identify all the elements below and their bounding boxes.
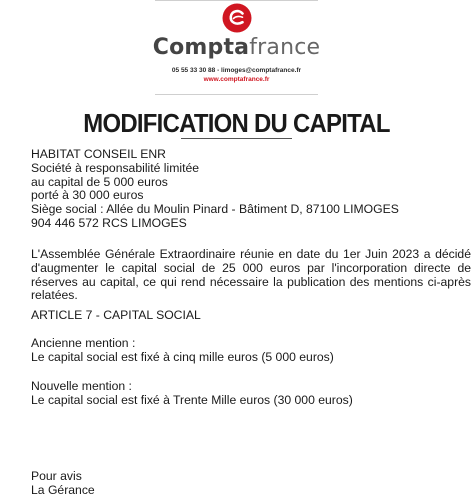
website-line: www.comptafrance.fr [203, 76, 270, 83]
new-mention-label: Nouvelle mention : [31, 379, 132, 393]
company-name: HABITAT CONSEIL ENR [31, 147, 166, 161]
brand-name-part1: Compta [152, 35, 250, 60]
article-title: ARTICLE 7 - CAPITAL SOCIAL [31, 308, 201, 322]
brand-name-part2: france [249, 35, 321, 60]
previous-mention-label: Ancienne mention : [31, 336, 136, 350]
comptafrance-logo-icon [222, 3, 252, 33]
previous-mention-text: Le capital social est fixé à cinq mille euros (5 000 euros) [31, 349, 334, 364]
previous-mention [31, 337, 334, 365]
company-capital-initial: au capital de 5 000 euros [31, 174, 168, 189]
decision-paragraph-text: L'Assemblée Générale Extraordinaire réunie en date du 1er Juin 2023 a décidé d'augmenter le capital social de 25 000 euros par l'incorporation directe de réserves au capital, ce qui rend nécessaire la publication des mentions ci-après relatées. [31, 247, 471, 303]
page-title: MODIFICATION DU CAPITAL [83, 108, 390, 138]
company-info [31, 148, 399, 231]
company-capital-new: porté à 30 000 euros [31, 188, 144, 203]
title-underline [181, 138, 292, 139]
closing-line-1: Pour avis [31, 469, 82, 483]
closing-signature [31, 470, 95, 498]
closing-line-2: La Gérance [31, 482, 95, 497]
company-rcs: 904 446 572 RCS LIMOGES [31, 215, 187, 230]
new-mention [31, 380, 353, 408]
company-form: Société à responsabilité limitée [31, 160, 200, 175]
article-heading [31, 309, 201, 323]
company-address: Siège social : Allée du Moulin Pinard - Bâtiment D, 87100 LIMOGES [31, 202, 399, 217]
new-mention-text: Le capital social est fixé à Trente Mille euros (30 000 euros) [31, 392, 353, 407]
header-bottom-divider [155, 94, 318, 95]
brand-name [0, 36, 473, 60]
header-top-divider [155, 0, 318, 1]
decision-paragraph [2, 248, 471, 303]
contact-line: 05 55 33 30 88 - limoges@comptafrance.fr [171, 67, 302, 74]
